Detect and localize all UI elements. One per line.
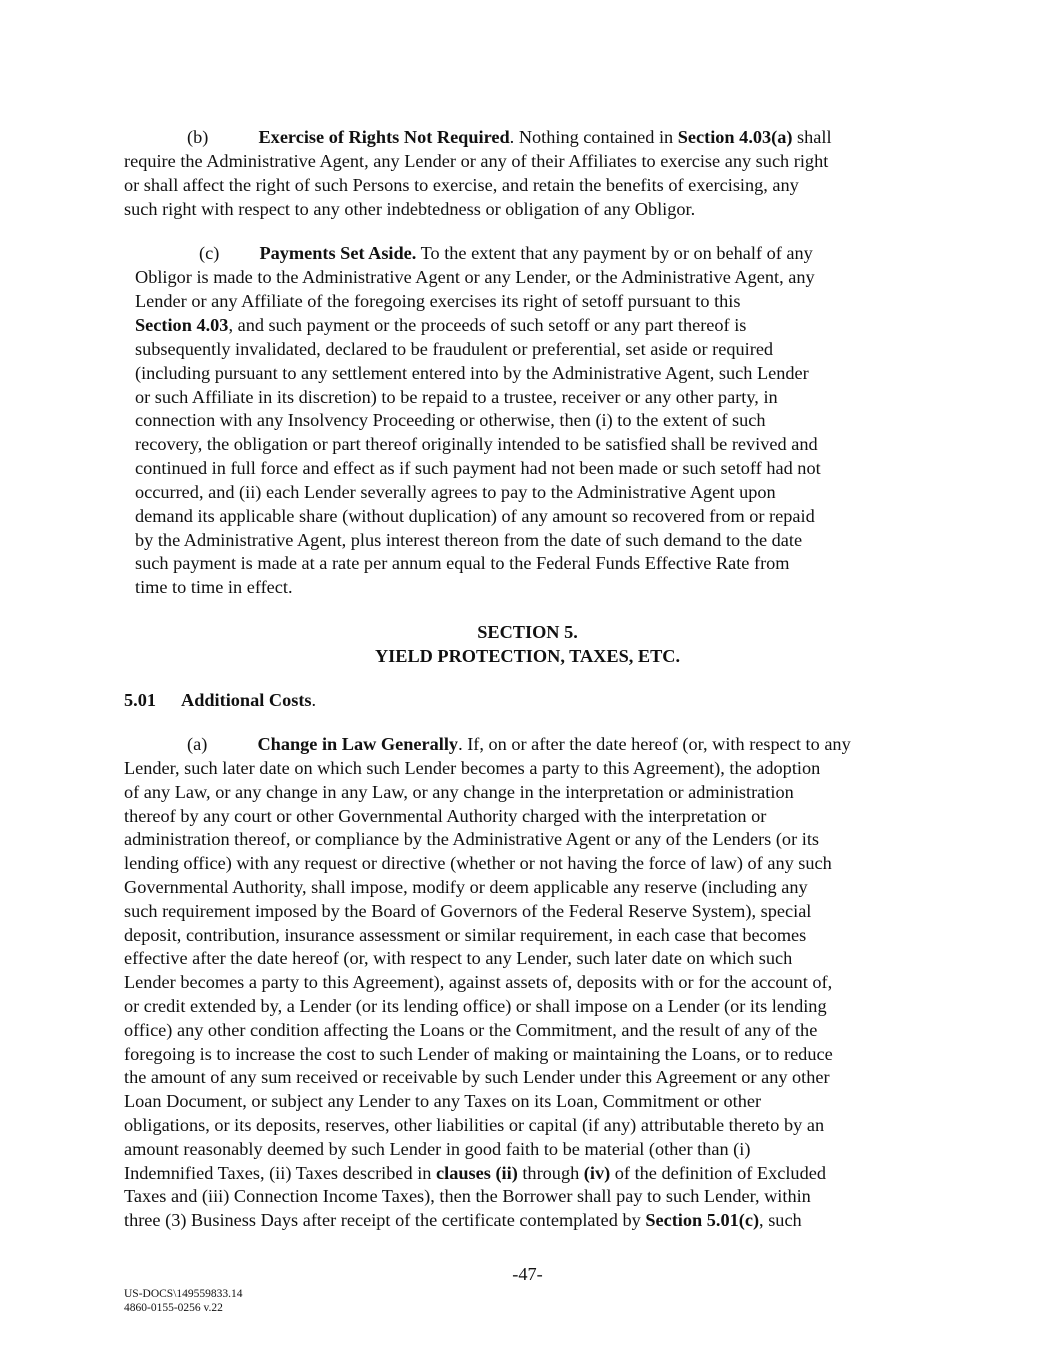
paragraph-b-label: (b) [187,127,209,147]
paragraph-a-line-21 [124,1208,802,1232]
paragraph-a-line: deposit, contribution, insurance assessment or similar requirement, in each case that becomes [124,925,807,945]
paragraph-c-text: , and such payment or the proceeds of such setoff or any part thereof is [228,315,747,335]
paragraph-a-line: thereof by any court or other Governmental Authority charged with the interpretation or [124,806,767,826]
paragraph-a-line: Taxes and (iii) Connection Income Taxes), then the Borrower shall pay to such Lender, within [124,1186,811,1206]
subsection-number: 5.01 [124,690,156,710]
paragraph-a-line: of any Law, or any change in any Law, or any change in the interpretation or administration [124,782,794,802]
footer-doc-id: US-DOCS\149559833.14 [124,1288,243,1300]
paragraph-c-line-4 [135,313,746,337]
subsection-title: Additional Costs [181,690,312,710]
paragraph-b-text: . Nothing contained in [509,127,678,147]
paragraph-c-line: Lender or any Affiliate of the foregoing exercises its right of setoff pursuant to this [135,291,741,311]
paragraph-b-text: shall [792,127,832,147]
paragraph-a-line: Lender, such later date on which such Lender becomes a party to this Agreement), the adoption [124,758,821,778]
paragraph-a-line: or credit extended by, a Lender (or its lending office) or shall impose on a Lender (or its lending [124,996,827,1016]
paragraph-c-line: recovery, the obligation or part thereof originally intended to be satisfied shall be revived and [135,434,818,454]
subsection-period: . [311,690,317,710]
paragraph-a-line: Loan Document, or subject any Lender to any Taxes on its Loan, Commitment or other [124,1091,762,1111]
paragraph-c-line: by the Administrative Agent, plus interest thereon from the date of such demand to the date [135,530,803,550]
paragraph-a-line-19 [124,1161,826,1185]
paragraph-c-line: such payment is made at a rate per annum equal to the Federal Funds Effective Rate from [135,553,790,573]
paragraph-a-line: Lender becomes a party to this Agreement), against assets of, deposits with or for the account of, [124,972,833,992]
section-ref-4-03a: Section 4.03(a) [677,127,793,147]
paragraph-b-line: or shall affect the right of such Persons to exercise, and retain the benefits of exercising, any [124,175,799,195]
paragraph-a-text: of the definition of Excluded [610,1163,826,1183]
paragraph-c-line: continued in full force and effect as if such payment had not been made or such setoff had not [135,458,821,478]
paragraph-a-text: Indemnified Taxes, (ii) Taxes described in [124,1163,437,1183]
paragraph-a-text: . If, on or after the date hereof (or, with respect to any [458,734,851,754]
paragraph-b-heading: Exercise of Rights Not Required [258,127,510,147]
paragraph-c-line: demand its applicable share (without duplication) of any amount so recovered from or repaid [135,506,815,526]
paragraph-c-text: To the extent that any payment by or on behalf of any [416,243,813,263]
paragraph-c-line: connection with any Insolvency Proceeding or otherwise, then (i) to the extent of such [135,410,766,430]
paragraph-c-line: occurred, and (ii) each Lender severally agrees to pay to the Administrative Agent upon [135,482,776,502]
paragraph-b-line-1 [187,125,832,149]
paragraph-a-line: foregoing is to increase the cost to such Lender of making or maintaining the Loans, or to reduce [124,1044,833,1064]
section-title: YIELD PROTECTION, TAXES, ETC. [374,646,681,666]
paragraph-a-line: Governmental Authority, shall impose, modify or deem applicable any reserve (including any [124,877,808,897]
paragraph-a-line: such requirement imposed by the Board of Governors of the Federal Reserve System), special [124,901,812,921]
paragraph-a-line-1 [187,732,851,756]
paragraph-a-text: , such [759,1210,802,1230]
paragraph-a-line: administration thereof, or compliance by the Administrative Agent or any of the Lenders (or its [124,829,820,849]
paragraph-c-label: (c) [199,243,220,263]
paragraph-a-heading: Change in Law Generally [257,734,459,754]
paragraph-c-line: (including pursuant to any settlement entered into by the Administrative Agent, such Lender [135,363,809,383]
paragraph-b-line: such right with respect to any other indebtedness or obligation of any Obligor. [124,199,696,219]
clause-ref-ii: clauses (ii) [436,1163,518,1183]
paragraph-c-line: or such Affiliate in its discretion) to be repaid to a trustee, receiver or any other party, in [135,387,778,407]
paragraph-a-line: effective after the date hereof (or, with respect to any Lender, such later date on which such [124,948,793,968]
paragraph-a-text: three (3) Business Days after receipt of the certificate contemplated by [124,1210,646,1230]
section-ref-4-03: Section 4.03 [135,315,229,335]
section-number: SECTION 5. [477,622,578,642]
paragraph-a-line: amount reasonably deemed by such Lender in good faith to be material (other than (i) [124,1139,751,1159]
paragraph-a-line: lending office) with any request or directive (whether or not having the force of law) of any such [124,853,832,873]
paragraph-c-line-1 [199,241,813,265]
paragraph-c-heading: Payments Set Aside. [259,243,417,263]
paragraph-c-line: subsequently invalidated, declared to be fraudulent or preferential, set aside or required [135,339,774,359]
paragraph-a-line: obligations, or its deposits, reserves, other liabilities or capital (if any) attributable thereto by an [124,1115,825,1135]
section-ref-5-01c: Section 5.01(c) [645,1210,760,1230]
paragraph-c-line: Obligor is made to the Administrative Agent or any Lender, or the Administrative Agent, any [135,267,815,287]
paragraph-a-label: (a) [187,734,208,754]
paragraph-a-line: the amount of any sum received or receivable by such Lender under this Agreement or any other [124,1067,830,1087]
footer-version: 4860-0155-0256 v.22 [124,1302,223,1314]
paragraph-a-line: office) any other condition affecting the Loans or the Commitment, and the result of any of the [124,1020,818,1040]
paragraph-a-text: through [517,1163,584,1183]
paragraph-b-line: require the Administrative Agent, any Lender or any of their Affiliates to exercise any such right [124,151,829,171]
subsection-heading [124,688,316,712]
page-number: -47- [512,1264,543,1284]
clause-ref-iv: (iv) [583,1163,611,1183]
paragraph-c-line: time to time in effect. [135,577,293,597]
